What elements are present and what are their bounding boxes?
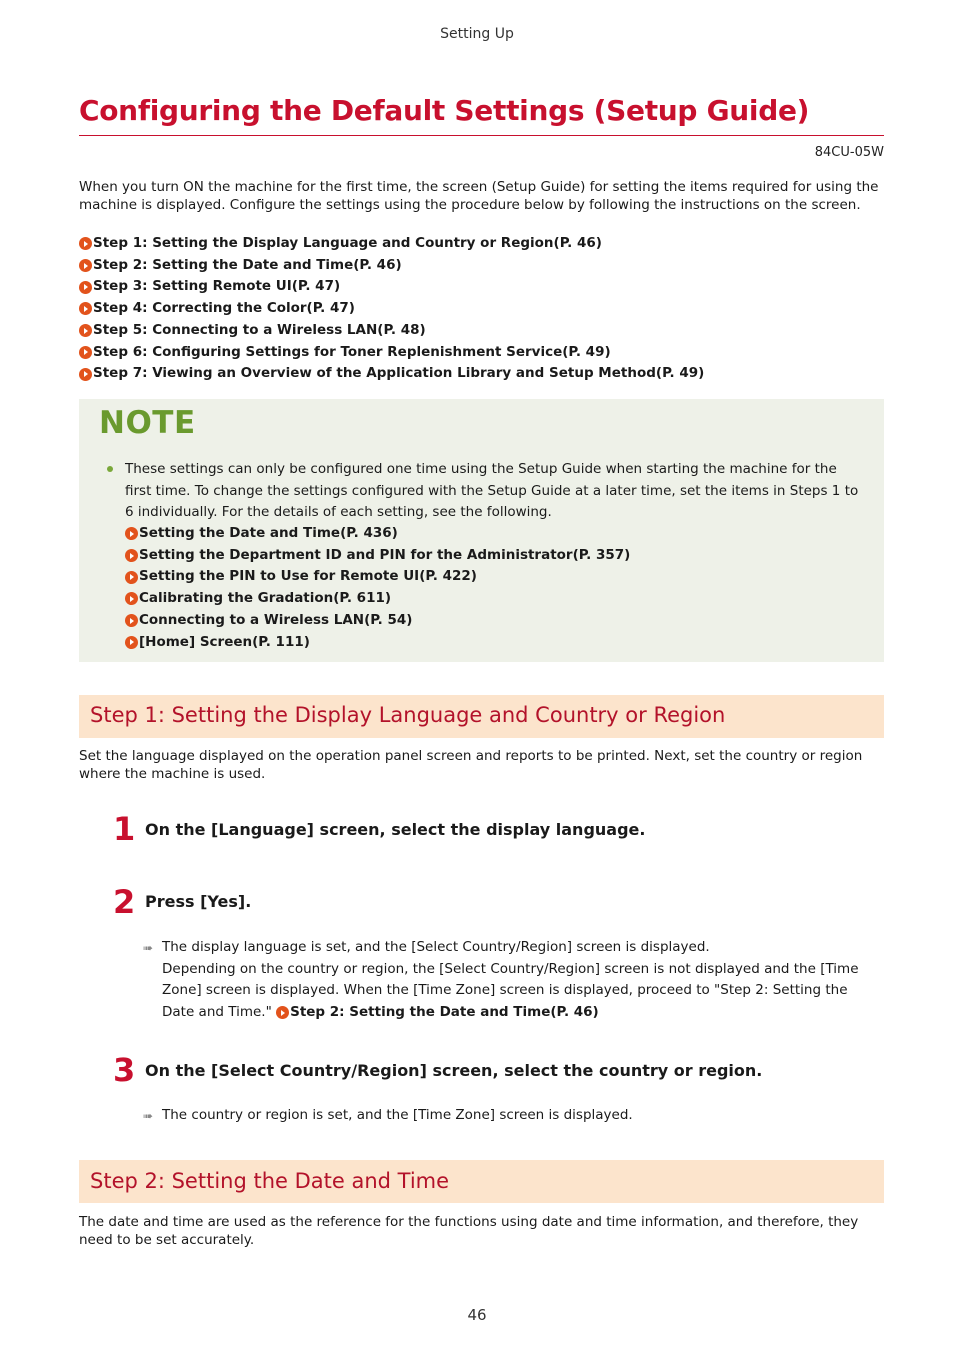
section-desc-step2: The date and time are used as the reference for the functions using date and time information, and therefore, they need to be set accurately. <box>79 1214 859 1248</box>
step-link-6[interactable] <box>79 342 704 364</box>
step-instruction: On the [Language] screen, select the display language. <box>145 820 646 839</box>
arrow-right-icon <box>125 614 138 627</box>
step-link-label: Step 1: Setting the Display Language and Country or Region(P. 46) <box>93 235 602 251</box>
arrow-right-icon <box>125 527 138 540</box>
step-link-4[interactable] <box>79 298 704 320</box>
page-title: Configuring the Default Settings (Setup Guide) <box>79 94 810 127</box>
step-link-3[interactable] <box>79 276 704 298</box>
arrow-right-icon <box>79 237 92 250</box>
note-text: These settings can only be configured one time using the Setup Guide when starting the machine for the first time. To change the settings configured with the Setup Guide at a later time, set the items in Steps 1 to 6 individually. For the details of each setting, see the following. <box>125 461 859 521</box>
note-link-label: Setting the Date and Time(P. 436) <box>139 525 398 541</box>
note-link-gradation[interactable] <box>125 588 630 610</box>
step-link-label: Step 3: Setting Remote UI(P. 47) <box>93 278 341 295</box>
step-number: 3 <box>113 1051 136 1089</box>
step-link-label: Step 5: Connecting to a Wireless LAN(P. 48) <box>93 321 426 338</box>
step-link-label: Step 6: Configuring Settings for Toner Replenishment Service(P. 49) <box>93 343 611 360</box>
note-link-list <box>125 523 630 653</box>
note-link-label: Calibrating the Gradation(P. 611) <box>139 590 392 607</box>
arrow-right-icon <box>79 368 92 381</box>
step-link-7[interactable] <box>79 363 704 385</box>
step-link-label: Step 4: Correcting the Color(P. 47) <box>93 300 355 317</box>
result-text: The display language is set, and the [Select Country/Region] screen is displayed. <box>162 939 710 955</box>
bullet-icon <box>107 466 113 472</box>
arrow-right-icon <box>79 346 92 359</box>
note-link-date-time[interactable] <box>125 523 630 545</box>
note-link-remote-ui-pin[interactable] <box>125 566 630 588</box>
arrow-right-icon <box>79 302 92 315</box>
result-arrow-icon: ➠ <box>143 941 152 955</box>
step-instruction: On the [Select Country/Region] screen, select the country or region. <box>145 1061 763 1080</box>
arrow-right-icon <box>125 636 138 649</box>
arrow-right-icon <box>79 324 92 337</box>
note-link-label: Setting the PIN to Use for Remote UI(P. 422) <box>139 568 477 585</box>
step-link-label: Step 7: Viewing an Overview of the Application Library and Setup Method(P. 49) <box>93 365 705 382</box>
note-link-label: Connecting to a Wireless LAN(P. 54) <box>139 611 413 628</box>
arrow-right-icon <box>125 549 138 562</box>
step-number: 1 <box>113 810 136 848</box>
section-desc-step1: Set the language displayed on the operation panel screen and reports to be printed. Next, set the country or region where the machine is used. <box>79 748 863 782</box>
step-link-5[interactable] <box>79 320 704 342</box>
section-title-step2: Step 2: Setting the Date and Time <box>90 1169 450 1193</box>
arrow-right-icon <box>276 1006 289 1019</box>
note-link-home-screen[interactable] <box>125 632 630 654</box>
arrow-right-icon <box>79 259 92 272</box>
note-link-label: Setting the Department ID and PIN for the Administrator(P. 357) <box>139 546 631 563</box>
step-instruction: Press [Yes]. <box>145 892 252 911</box>
step-result: The country or region is set, and the [Time Zone] screen is displayed. <box>162 1107 633 1123</box>
step-link-2[interactable] <box>79 255 704 277</box>
title-divider <box>79 135 884 136</box>
result-link-label: Step 2: Setting the Date and Time(P. 46) <box>290 1004 599 1021</box>
result-note-text: Depending on the country or region, the [Select Country/Region] screen is not displayed and the [Time Zone] screen is displayed. When the [Time Zone] screen is displayed, proceed to "Step 2: Setting the Date and Time." <box>162 960 859 1021</box>
step-link-list <box>79 233 704 385</box>
document-id: 84CU-05W <box>814 145 884 160</box>
result-link-step2[interactable] <box>276 1002 599 1024</box>
step-result <box>162 937 882 1024</box>
page-number: 46 <box>467 1306 487 1324</box>
note-link-department-id[interactable] <box>125 545 630 567</box>
intro-paragraph: When you turn ON the machine for the first time, the screen (Setup Guide) for setting the items required for using the machine is displayed. Configure the settings using the procedure below by following the instructions on the screen. <box>79 179 879 213</box>
result-arrow-icon: ➠ <box>143 1109 152 1123</box>
step-link-1[interactable] <box>79 233 704 255</box>
running-header: Setting Up <box>440 26 514 42</box>
section-title-step1: Step 1: Setting the Display Language and Country or Region <box>90 703 726 727</box>
step-link-label: Step 2: Setting the Date and Time(P. 46) <box>93 256 402 273</box>
note-link-label: [Home] Screen(P. 111) <box>139 633 310 650</box>
step-number: 2 <box>113 883 136 921</box>
arrow-right-icon <box>125 592 138 605</box>
result-note <box>162 959 882 1024</box>
arrow-right-icon <box>79 281 92 294</box>
note-label: NOTE <box>99 405 196 441</box>
arrow-right-icon <box>125 571 138 584</box>
note-link-wireless-lan[interactable] <box>125 610 630 632</box>
